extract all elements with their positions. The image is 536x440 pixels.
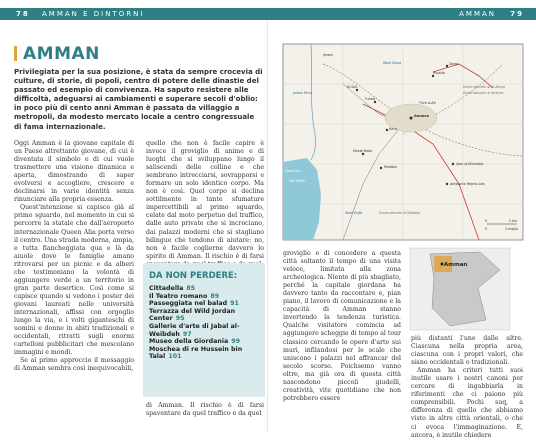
highlights-box bbox=[143, 263, 265, 397]
map-label: Jordan River bbox=[293, 91, 313, 95]
text-column-2 bbox=[146, 140, 264, 260]
right-header-bar bbox=[268, 8, 536, 20]
map-label: Governatorato di Al-Zarqa bbox=[463, 85, 505, 89]
jordan-locator-map bbox=[410, 248, 510, 330]
map-label: Jerash bbox=[323, 53, 333, 57]
text-column-4 bbox=[411, 335, 523, 440]
svg-text:0: 0 bbox=[485, 219, 488, 223]
inset-label: Amman bbox=[444, 262, 468, 268]
amman-region-map bbox=[283, 44, 523, 240]
highlight-item: Terrazza del Wild Jordan Center 95 bbox=[149, 307, 236, 323]
map-label: Zarqa bbox=[449, 62, 459, 66]
section-title: AMMAN bbox=[14, 44, 100, 64]
col1-paragraph: Quest'intenzione si capisce già al primo sguardo, nel momento in cui si percorre la statale che dall'aeroporto internazionale Queen Alia porta verso il centro. Una strada moderna, ampia, e tutta fiancheggiata qua e là da aiuole dove le famiglie amano ritrovarsi per un picnic e da alberi che testimoniano la volontà di aggiungere verde a un territorio in gran parte desertico. Così come si capisce quando si vedono i poster dei giovani laureati nelle università internazionali, affissi con orgoglio lungo la via, e i volti giganteschi di uomini e donne in abiti tradizionali e occidentali, ritratti sugli enormi cartelloni pubblicitari che mescolano immagini e mondi. bbox=[14, 204, 134, 357]
map-label: Fuheis bbox=[365, 97, 376, 101]
map-label: Qasr al-Mushatta bbox=[456, 162, 484, 166]
text-column-3: groviglio e di concedere a questa città soltanto il tempo di una visita veloce, limitata alla zona archeologica. Niente di più sbagliato, perché la capitale giordana ha davvero tanto da raccontare e, pian piano, il lavoro di comunicazione e la capacità di Amman stanno invertendo la tendenza turistica. Qualche visitatore comincia ad aggiungere scheggie di tempo al tour classico cercando le opere d'arte sui muri, infilandosi per le scale che uniscono i palazzi nel affrancar del secolo scorso. Poichsemo vanno oltre, ma già ora di questa città nascondono piccoli giudelli, creatività, vite quotidiane che non potrebbero essere bbox=[283, 250, 401, 402]
col2-paragraph: quello che non è facile capire è invece il groviglio di anime e di luoghi che si sviluppano lungo il saliscendi delle colline e che sembrano intrecciarsi, sovrapporsi e formare un solo identico corpo. Ma non è così. Quel corpo si declina sottilmente in tante sfumature impercettibili al primo sguardo, celate dal moto perpetuo del traffico, dalle auto private che si incrociano, dai palazzi moderni che si stagliano bilingue che tendono di aiutare: no, non è facile coglierne davvero lo spirito di Amman. Il rischio è di farsi bbox=[146, 140, 264, 260]
text-column-1 bbox=[14, 140, 134, 373]
right-page-number: 79 bbox=[510, 10, 524, 18]
map-label: Monte Nebo bbox=[353, 149, 373, 153]
map-label: Governatorato di Madaba bbox=[379, 211, 420, 215]
highlight-item: Museo della Giordania 99 bbox=[149, 338, 240, 346]
map-label: Rusaifa bbox=[433, 71, 445, 75]
svg-text:5 km: 5 km bbox=[509, 219, 517, 223]
text-column-2-tail: di Amman. Il rischio è di farsi spaventare da quel traffico e da quel bbox=[146, 402, 264, 418]
svg-text:3 miglia: 3 miglia bbox=[505, 227, 518, 231]
col4-paragraph: Amman ha criteri tutti suoi inutile usare i nostri canoni per cercare di ingabbiarla in riferimenti che ci paiono più comprensibili. Pochi suq, a differenza di quello che abbiamo visto in altre città orientali, o che ci evoca l'immaginazione. E, ancora, è inutile chiedere bbox=[411, 367, 523, 439]
map-label: Governatorato di Amman bbox=[463, 91, 504, 95]
map-label: Aeroporto Regina Alia bbox=[450, 182, 485, 186]
map-label: Amman bbox=[414, 114, 430, 118]
right-running-title: AMMAN bbox=[459, 10, 497, 18]
page-spine bbox=[267, 20, 268, 431]
highlight-item: Il Teatro romano 89 bbox=[149, 292, 220, 300]
map-label: Tla'a al-Ali bbox=[419, 101, 436, 105]
highlight-item: Gallerie d'arte di Jabal al-Weibdeh 97 bbox=[149, 322, 240, 338]
lead-paragraph: Privilegiata per la sua posizione, è stata da sempre crocevia di culture, di storie, di popoli, centro di potere delle dinastie del passato ed esempio di convivenza. Ha saputo resistere alle difficoltà, adeguarsi ai cambiamenti e superare secoli d'oblio: in poco più di cento anni Amman è passata da villaggio a metropoli, da modesto mercato locale a centro congressuale di fama internazionale. bbox=[14, 68, 263, 131]
left-running-title: AMMAN E DINTORNI bbox=[41, 10, 145, 18]
map-label: Dead Sea bbox=[285, 169, 301, 173]
col1-paragraph: Se al primo approccio il messaggio di Amman sembra così inequivocabili, bbox=[14, 357, 134, 373]
highlights-title: DA NON PERDERE: bbox=[149, 271, 238, 281]
svg-text:0: 0 bbox=[485, 227, 488, 231]
left-header-bar bbox=[0, 8, 268, 20]
map-label: Madaba bbox=[384, 165, 397, 169]
title-accent-bar bbox=[14, 46, 17, 61]
highlight-item: Cittadella 85 bbox=[149, 285, 196, 292]
map-label: Al-Salt bbox=[347, 85, 358, 89]
highlight-item: Passeggiata nel balad 91 bbox=[149, 300, 239, 308]
highlight-item: Moschea di re Hussein bin Talal 101 bbox=[149, 345, 243, 361]
map-label: Wadi Zarqa bbox=[383, 61, 402, 65]
map-label: Na'ur bbox=[389, 127, 398, 131]
col1-paragraph: Oggi Amman è la giovane capitale di un Paese altrettanto giovane, di cui è diventata il simbolo e di cui vuole trasmettere una visione dinamica e aperta, dimostrando di saper evolversi e accogliere, crescere e declinarsi in varie identità senza rinunciare alla propria essenza. bbox=[14, 140, 134, 204]
map-label: Wadi Mujib bbox=[345, 211, 363, 215]
map-label: Mar Morto bbox=[289, 179, 306, 183]
col4-paragraph: più distanti l'une dalle altre. Ciascuna nella propria area, ciascuna con i propri valori, che siano occidentali o tradizionali. bbox=[411, 335, 523, 367]
left-page-number: 78 bbox=[16, 10, 30, 18]
